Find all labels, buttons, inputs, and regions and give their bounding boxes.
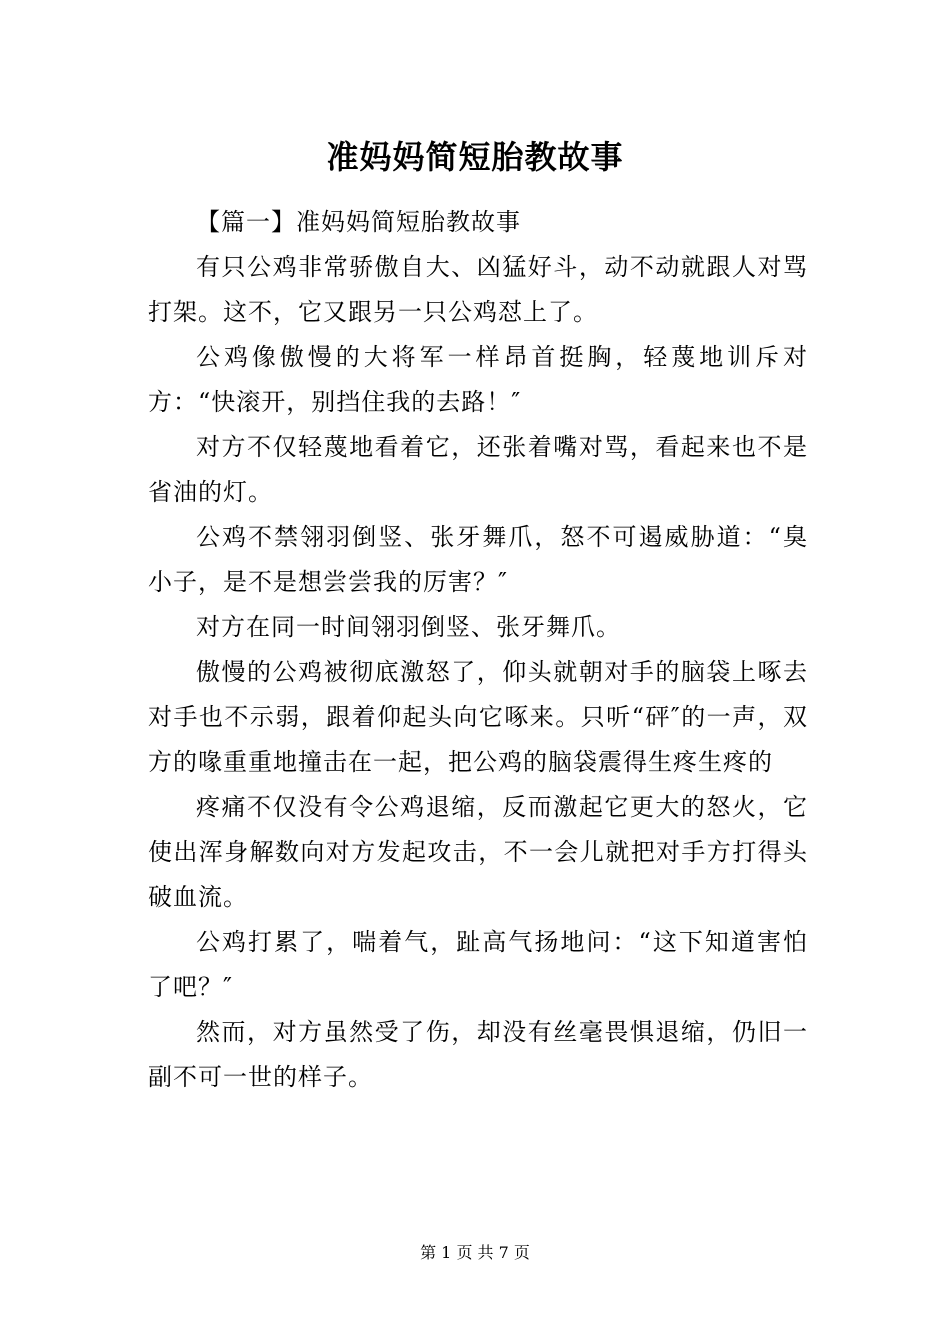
paragraph: 然而，对方虽然受了伤，却没有丝毫畏惧退缩，仍旧一副不可一世的样子。 xyxy=(148,1018,808,1091)
paragraph: 对方在同一时间翎羽倒竖、张牙舞爪。 xyxy=(196,613,621,641)
section-heading: 【篇一】准妈妈简短胎教故事 xyxy=(196,208,521,236)
document-body xyxy=(148,200,808,1100)
paragraph: 公鸡打累了，喘着气，趾高气扬地问：“这下知道害怕了吧？″ xyxy=(148,928,808,1001)
paragraph: 疼痛不仅没有令公鸡退缩，反而激起它更大的怒火，它使出浑身解数向对方发起攻击，不一会儿就把对手方打得头破血流。 xyxy=(148,793,808,911)
paragraph: 公鸡不禁翎羽倒竖、张牙舞爪，怒不可遏威胁道：“臭小子，是不是想尝尝我的厉害？″ xyxy=(148,523,808,596)
document-title: 准妈妈简短胎教故事 xyxy=(326,138,624,176)
paragraph: 有只公鸡非常骄傲自大、凶猛好斗，动不动就跟人对骂打架。这不，它又跟另一只公鸡怼上了。 xyxy=(148,253,808,326)
paragraph: 公鸡像傲慢的大将军一样昂首挺胸，轻蔑地训斥对方：“快滚开，别挡住我的去路！″ xyxy=(148,343,808,416)
paragraph: 对方不仅轻蔑地看着它，还张着嘴对骂，看起来也不是省油的灯。 xyxy=(148,433,808,506)
paragraph: 傲慢的公鸡被彻底激怒了，仰头就朝对手的脑袋上啄去对手也不示弱，跟着仰起头向它啄来。只听“砰″的一声，双方的喙重重地撞击在一起，把公鸡的脑袋震得生疼生疼的 xyxy=(148,658,808,776)
page-number-footer: 第 1 页 共 7 页 xyxy=(420,1243,530,1262)
